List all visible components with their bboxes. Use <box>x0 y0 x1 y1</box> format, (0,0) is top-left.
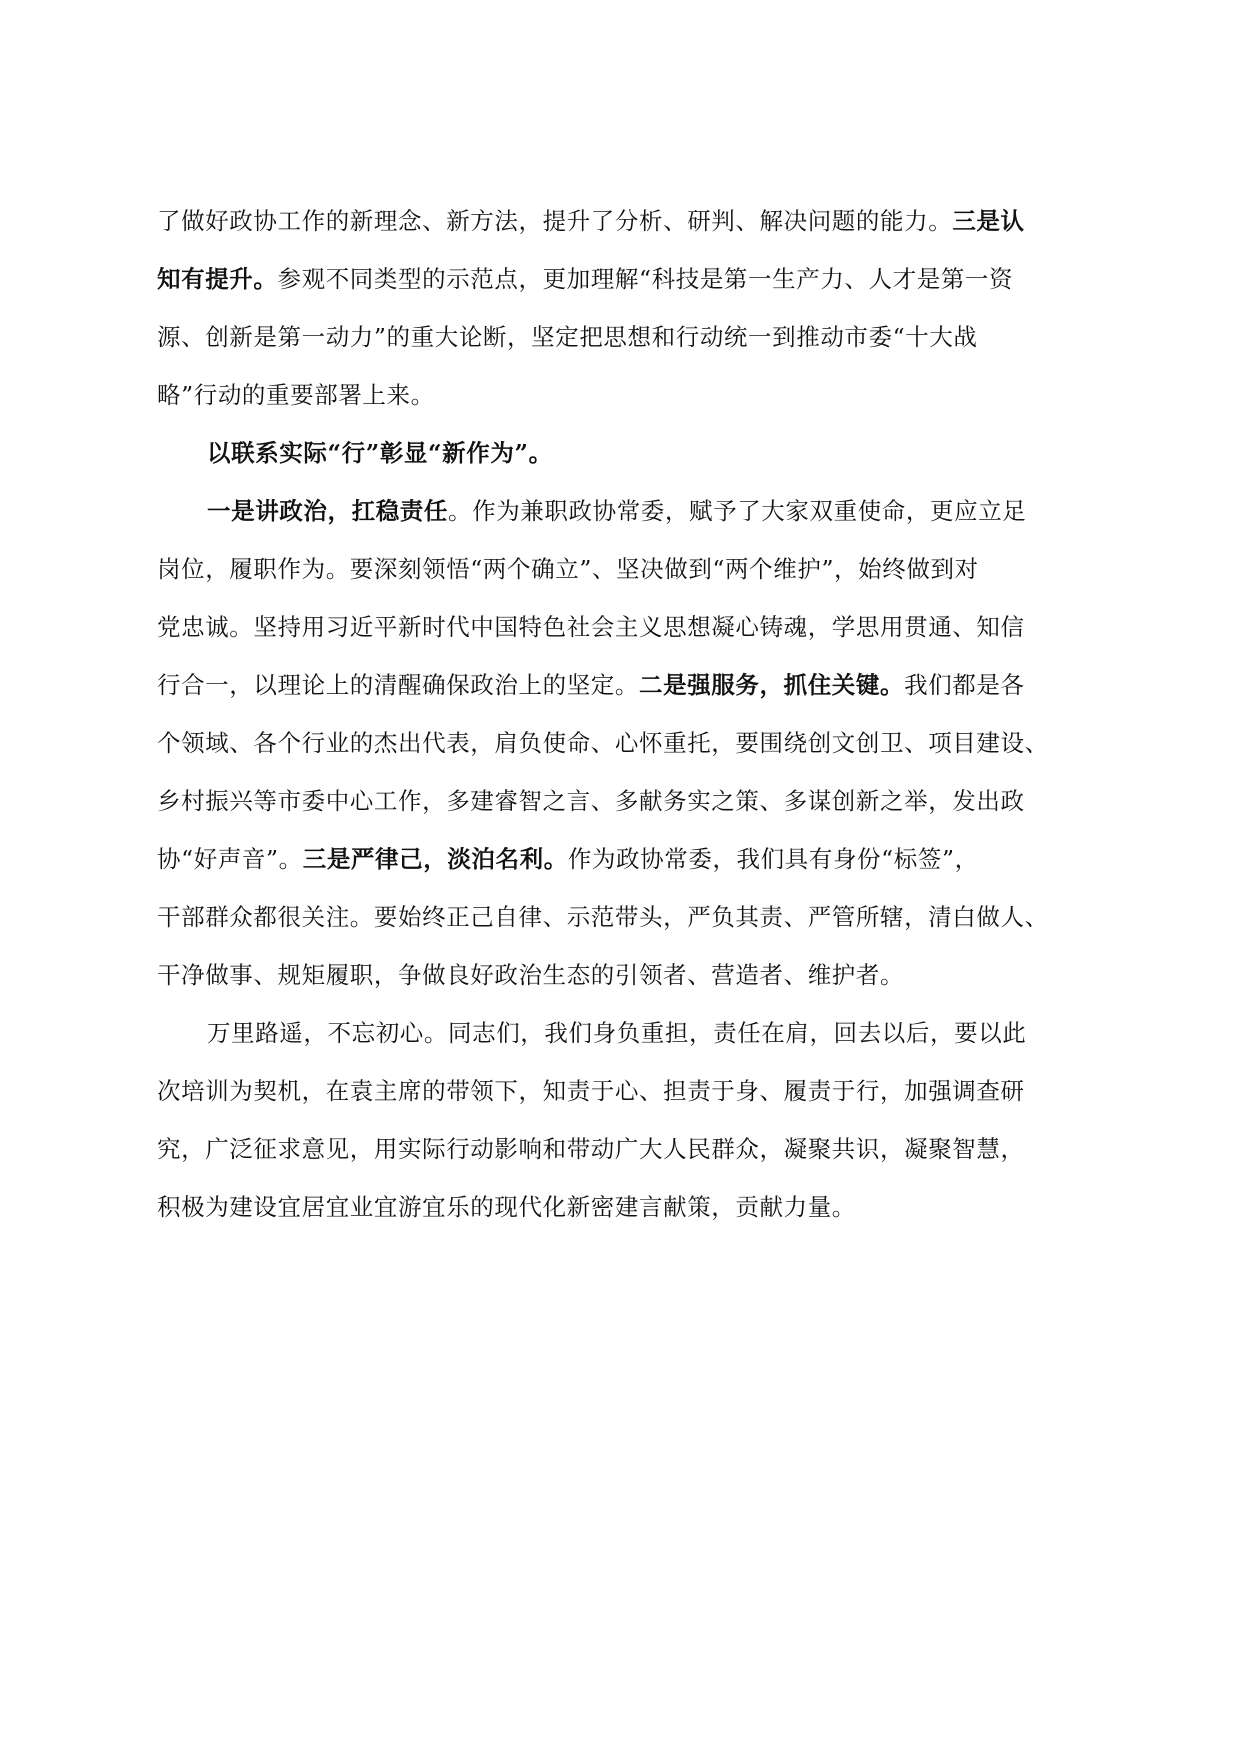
text-run: 参观不同类型的示范点，更加理解“科技是第一生产力、人才是第一资 <box>277 265 1014 293</box>
text-line <box>157 830 1077 888</box>
section-heading <box>157 424 1077 482</box>
text-line <box>157 308 1077 366</box>
text-line <box>157 1178 1077 1236</box>
bold-text-run: 二是强服务，抓住关键。 <box>639 671 905 699</box>
text-run: 行合一，以理论上的清醒确保政治上的坚定。 <box>157 671 639 699</box>
text-run: 次培训为契机，在袁主席的带领下，知责于心、担责于身、履责于行，加强调查研 <box>157 1077 1025 1105</box>
text-run: 作为政协常委，我们具有身份“标签”， <box>567 845 979 873</box>
text-line <box>157 656 1077 714</box>
bold-text-run: 以联系实际“行”彰显“新作为”。 <box>207 439 553 467</box>
text-run: 积极为建设宜居宜业宜游宜乐的现代化新密建言献策，贡献力量。 <box>157 1193 856 1221</box>
bold-text-run: 一是讲政治，扛稳责任 <box>207 497 448 525</box>
text-line <box>157 946 1077 1004</box>
bold-text-run: 三是认 <box>952 207 1025 235</box>
paragraph-4 <box>157 1004 1077 1236</box>
text-line <box>157 1120 1077 1178</box>
text-line <box>157 714 1077 772</box>
bold-text-run: 三是严律己，淡泊名利。 <box>302 845 568 873</box>
text-run: 。作为兼职政协常委，赋予了大家双重使命，更应立足 <box>448 497 1027 525</box>
text-run: 我们都是各 <box>904 671 1025 699</box>
text-run: 干部群众都很关注。要始终正己自律、示范带头，严负其责、严管所辖，清白做人、 <box>157 903 1049 931</box>
text-line <box>157 1004 1077 1062</box>
text-line <box>157 772 1077 830</box>
bold-text-run: 知有提升。 <box>157 265 278 293</box>
paragraph-1 <box>157 192 1077 424</box>
paragraph-3 <box>157 482 1077 1004</box>
document-body <box>157 192 1077 1236</box>
text-run: 岗位，履职作为。要深刻领悟“两个确立”、坚决做到“两个维护”，始终做到对 <box>157 555 979 583</box>
text-run: 了做好政协工作的新理念、新方法，提升了分析、研判、解决问题的能力。 <box>157 207 953 235</box>
text-line <box>157 888 1077 946</box>
text-run: 略”行动的重要部署上来。 <box>157 381 435 409</box>
text-run: 个领域、各个行业的杰出代表，肩负使命、心怀重托，要围绕创文创卫、项目建设、 <box>157 729 1049 757</box>
text-line <box>157 482 1077 540</box>
text-line <box>157 598 1077 656</box>
text-run: 源、创新是第一动力”的重大论断，坚定把思想和行动统一到推动市委“十大战 <box>157 323 978 351</box>
text-line <box>157 250 1077 308</box>
text-run: 究，广泛征求意见，用实际行动影响和带动广大人民群众，凝聚共识，凝聚智慧， <box>157 1135 1025 1163</box>
text-run: 党忠诚。坚持用习近平新时代中国特色社会主义思想凝心铸魂，学思用贯通、知信 <box>157 613 1025 641</box>
text-line <box>157 1062 1077 1120</box>
text-run: 万里路遥，不忘初心。同志们，我们身负重担，责任在肩，回去以后，要以此 <box>207 1019 1027 1047</box>
text-run: 乡村振兴等市委中心工作，多建睿智之言、多献务实之策、多谋创新之举，发出政 <box>157 787 1025 815</box>
text-run: 干净做事、规矩履职，争做良好政治生态的引领者、营造者、维护者。 <box>157 961 905 989</box>
text-line <box>157 540 1077 598</box>
text-line <box>157 424 1077 482</box>
text-run: 协“好声音”。 <box>157 845 303 873</box>
text-line <box>157 366 1077 424</box>
text-line <box>157 192 1077 250</box>
